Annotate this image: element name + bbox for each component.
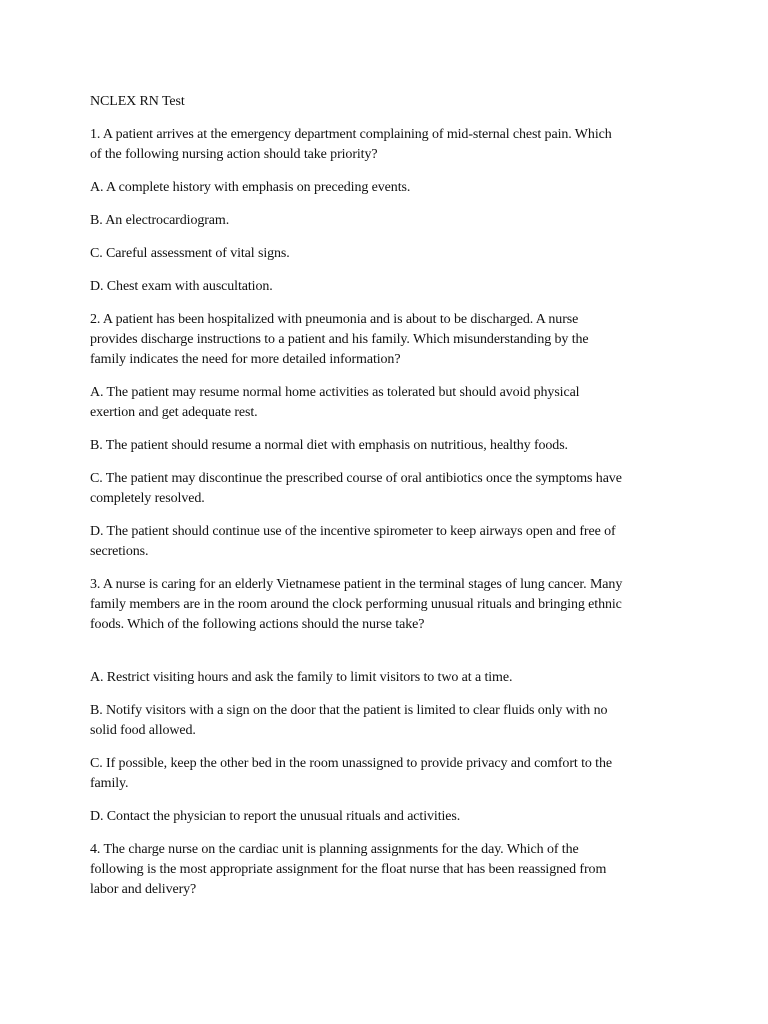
question-stem: 1. A patient arrives at the emergency department complaining of mid-sternal chest pain. Which of the following nursing action should take priority? [90,127,612,162]
question-1 [90,125,690,297]
answer-option: D. The patient should continue use of the incentive spirometer to keep airways open and free of secretions. [90,524,616,559]
answer-option: D. Contact the physician to report the unusual rituals and activities. [90,809,461,824]
answer-option: C. Careful assessment of vital signs. [90,246,290,261]
answer-option: D. Chest exam with auscultation. [90,279,273,294]
answer-option: C. If possible, keep the other bed in the room unassigned to provide privacy and comfort to the family. [90,756,612,791]
answer-option: A. Restrict visiting hours and ask the family to limit visitors to two at a time. [90,670,513,685]
question-2 [90,310,690,562]
question-stem: 3. A nurse is caring for an elderly Vietnamese patient in the terminal stages of lung cancer. Many family members are in the room around the clock performing unusual rituals and bringing ethnic foods. Which of the following actions should the nurse take? [90,577,623,632]
document-title: NCLEX RN Test [90,94,185,109]
answer-option: C. The patient may discontinue the prescribed course of oral antibiotics once the symptoms have completely resolved. [90,471,622,506]
answer-option: B. An electrocardiogram. [90,213,230,228]
question-3 [90,575,690,827]
document-body [90,92,690,913]
question-4 [90,840,690,900]
answer-option: A. A complete history with emphasis on preceding events. [90,180,411,195]
question-stem: 2. A patient has been hospitalized with pneumonia and is about to be discharged. A nurse provides discharge instructions to a patient and his family. Which misunderstanding by the family indicates the need for more detailed information? [90,312,589,367]
question-stem: 4. The charge nurse on the cardiac unit is planning assignments for the day. Which of the following is the most appropriate assignment for the float nurse that has been reassigned from labor and delivery? [90,842,607,897]
answer-option: B. Notify visitors with a sign on the door that the patient is limited to clear fluids only with no solid food allowed. [90,703,608,738]
answer-option: A. The patient may resume normal home activities as tolerated but should avoid physical exertion and get adequate rest. [90,385,580,420]
answer-option: B. The patient should resume a normal diet with emphasis on nutritious, healthy foods. [90,438,568,453]
